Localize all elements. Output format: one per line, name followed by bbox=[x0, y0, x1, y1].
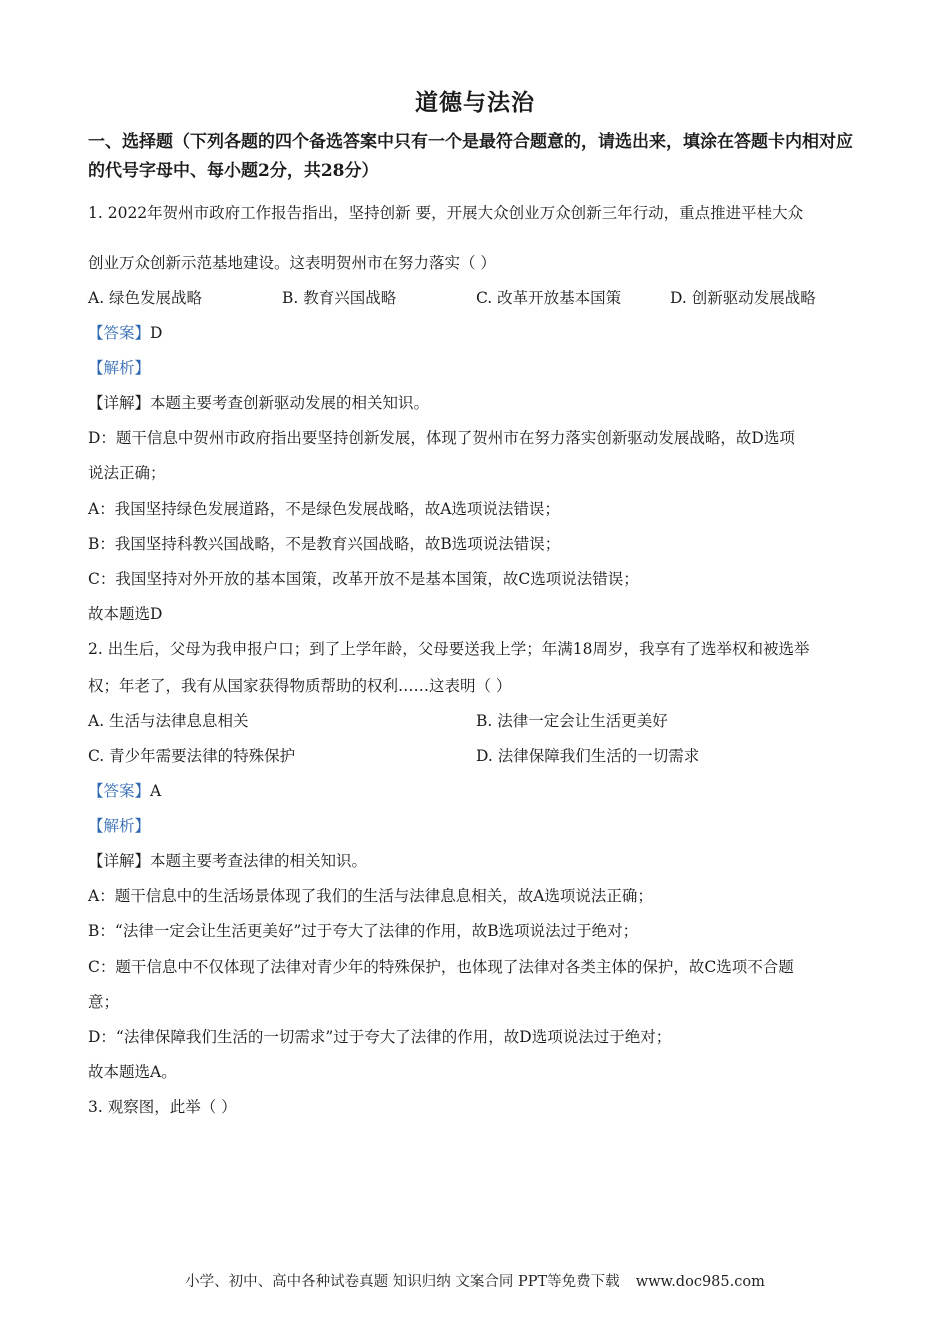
footer-text: 小学、初中、高中各种试卷真题 知识归纳 文案合同 PPT等免费下载 bbox=[185, 1274, 620, 1290]
answer-tag: 【答案】 bbox=[88, 782, 151, 800]
q2-option-d: D. 法律保障我们生活的一切需求 bbox=[476, 747, 700, 765]
q1-b-line: B：我国坚持科教兴国战略，不是教育兴国战略，故B选项说法错误； bbox=[88, 535, 561, 553]
q2-c-line1: C：题干信息中不仅体现了法律对青少年的特殊保护，也体现了法律对各类主体的保护，故C选项不合题 bbox=[88, 958, 794, 976]
q1-a-line: A：我国坚持绿色发展道路，不是绿色发展战略，故A选项说法错误； bbox=[88, 500, 560, 518]
q2-option-b: B. 法律一定会让生活更美好 bbox=[476, 712, 668, 730]
q2-c-line2: 意； bbox=[88, 993, 120, 1011]
q1-option-b: B. 教育兴国战略 bbox=[282, 289, 397, 307]
q1-option-a: A. 绿色发展战略 bbox=[88, 289, 203, 307]
q1-d-line2: 说法正确； bbox=[88, 464, 166, 482]
q1-option-d: D. 创新驱动发展战略 bbox=[670, 289, 816, 307]
q1-conclusion: 故本题选D bbox=[88, 605, 163, 623]
q2-a-line: A：题干信息中的生活场景体现了我们的生活与法律息息相关，故A选项说法正确； bbox=[88, 887, 653, 905]
q2-option-a: A. 生活与法律息息相关 bbox=[88, 712, 249, 730]
answer-value: D bbox=[150, 324, 163, 342]
q1-answer bbox=[88, 323, 162, 343]
section-heading: 一、选择题（下列各题的四个备选答案中只有一个是最符合题意的，请选出来，填涂在答题卡内相对应的代号字母中、每小题2分，共28分） bbox=[88, 132, 853, 181]
q2-analysis-tag: 【解析】 bbox=[88, 817, 151, 835]
page-footer bbox=[0, 1270, 950, 1291]
q1-stem-line1: 1. 2022年贺州市政府工作报告指出，坚持创新 要，开展大众创业万众创新三年行动，重点推进平桂大众 bbox=[88, 204, 804, 222]
q2-answer bbox=[88, 781, 161, 801]
q2-b-line: B：“法律一定会让生活更美好”过于夸大了法律的作用，故B选项说法过于绝对； bbox=[88, 922, 639, 940]
q2-conclusion: 故本题选A。 bbox=[88, 1063, 177, 1081]
q2-d-line: D：“法律保障我们生活的一切需求”过于夸大了法律的作用，故D选项说法过于绝对； bbox=[88, 1028, 672, 1046]
footer-url[interactable]: www.doc985.com bbox=[635, 1274, 765, 1290]
answer-value: A bbox=[150, 782, 162, 800]
q3-stem: 3. 观察图，此举（ ） bbox=[88, 1098, 237, 1116]
answer-tag: 【答案】 bbox=[88, 324, 151, 342]
q1-option-c: C. 改革开放基本国策 bbox=[476, 289, 622, 307]
q1-analysis-tag: 【解析】 bbox=[88, 359, 151, 377]
q2-detail: 【详解】本题主要考查法律的相关知识。 bbox=[88, 852, 368, 870]
q1-c-line: C：我国坚持对外开放的基本国策，改革开放不是基本国策，故C选项说法错误； bbox=[88, 570, 639, 588]
q1-stem-line2: 创业万众创新示范基地建设。这表明贺州市在努力落实（ ） bbox=[88, 254, 496, 272]
q2-stem-line2: 权；年老了，我有从国家获得物质帮助的权利……这表明（ ） bbox=[88, 677, 512, 695]
q1-detail: 【详解】本题主要考查创新驱动发展的相关知识。 bbox=[88, 394, 430, 412]
q1-d-line1: D：题干信息中贺州市政府指出要坚持创新发展，体现了贺州市在努力落实创新驱动发展战略，故D选项 bbox=[88, 429, 795, 447]
q2-stem-line1: 2. 出生后，父母为我申报户口；到了上学年龄，父母要送我上学；年满18周岁，我享有了选举权和被选举 bbox=[88, 640, 810, 658]
page-title: 道德与法治 bbox=[415, 89, 535, 116]
q2-option-c: C. 青少年需要法律的特殊保护 bbox=[88, 747, 296, 765]
